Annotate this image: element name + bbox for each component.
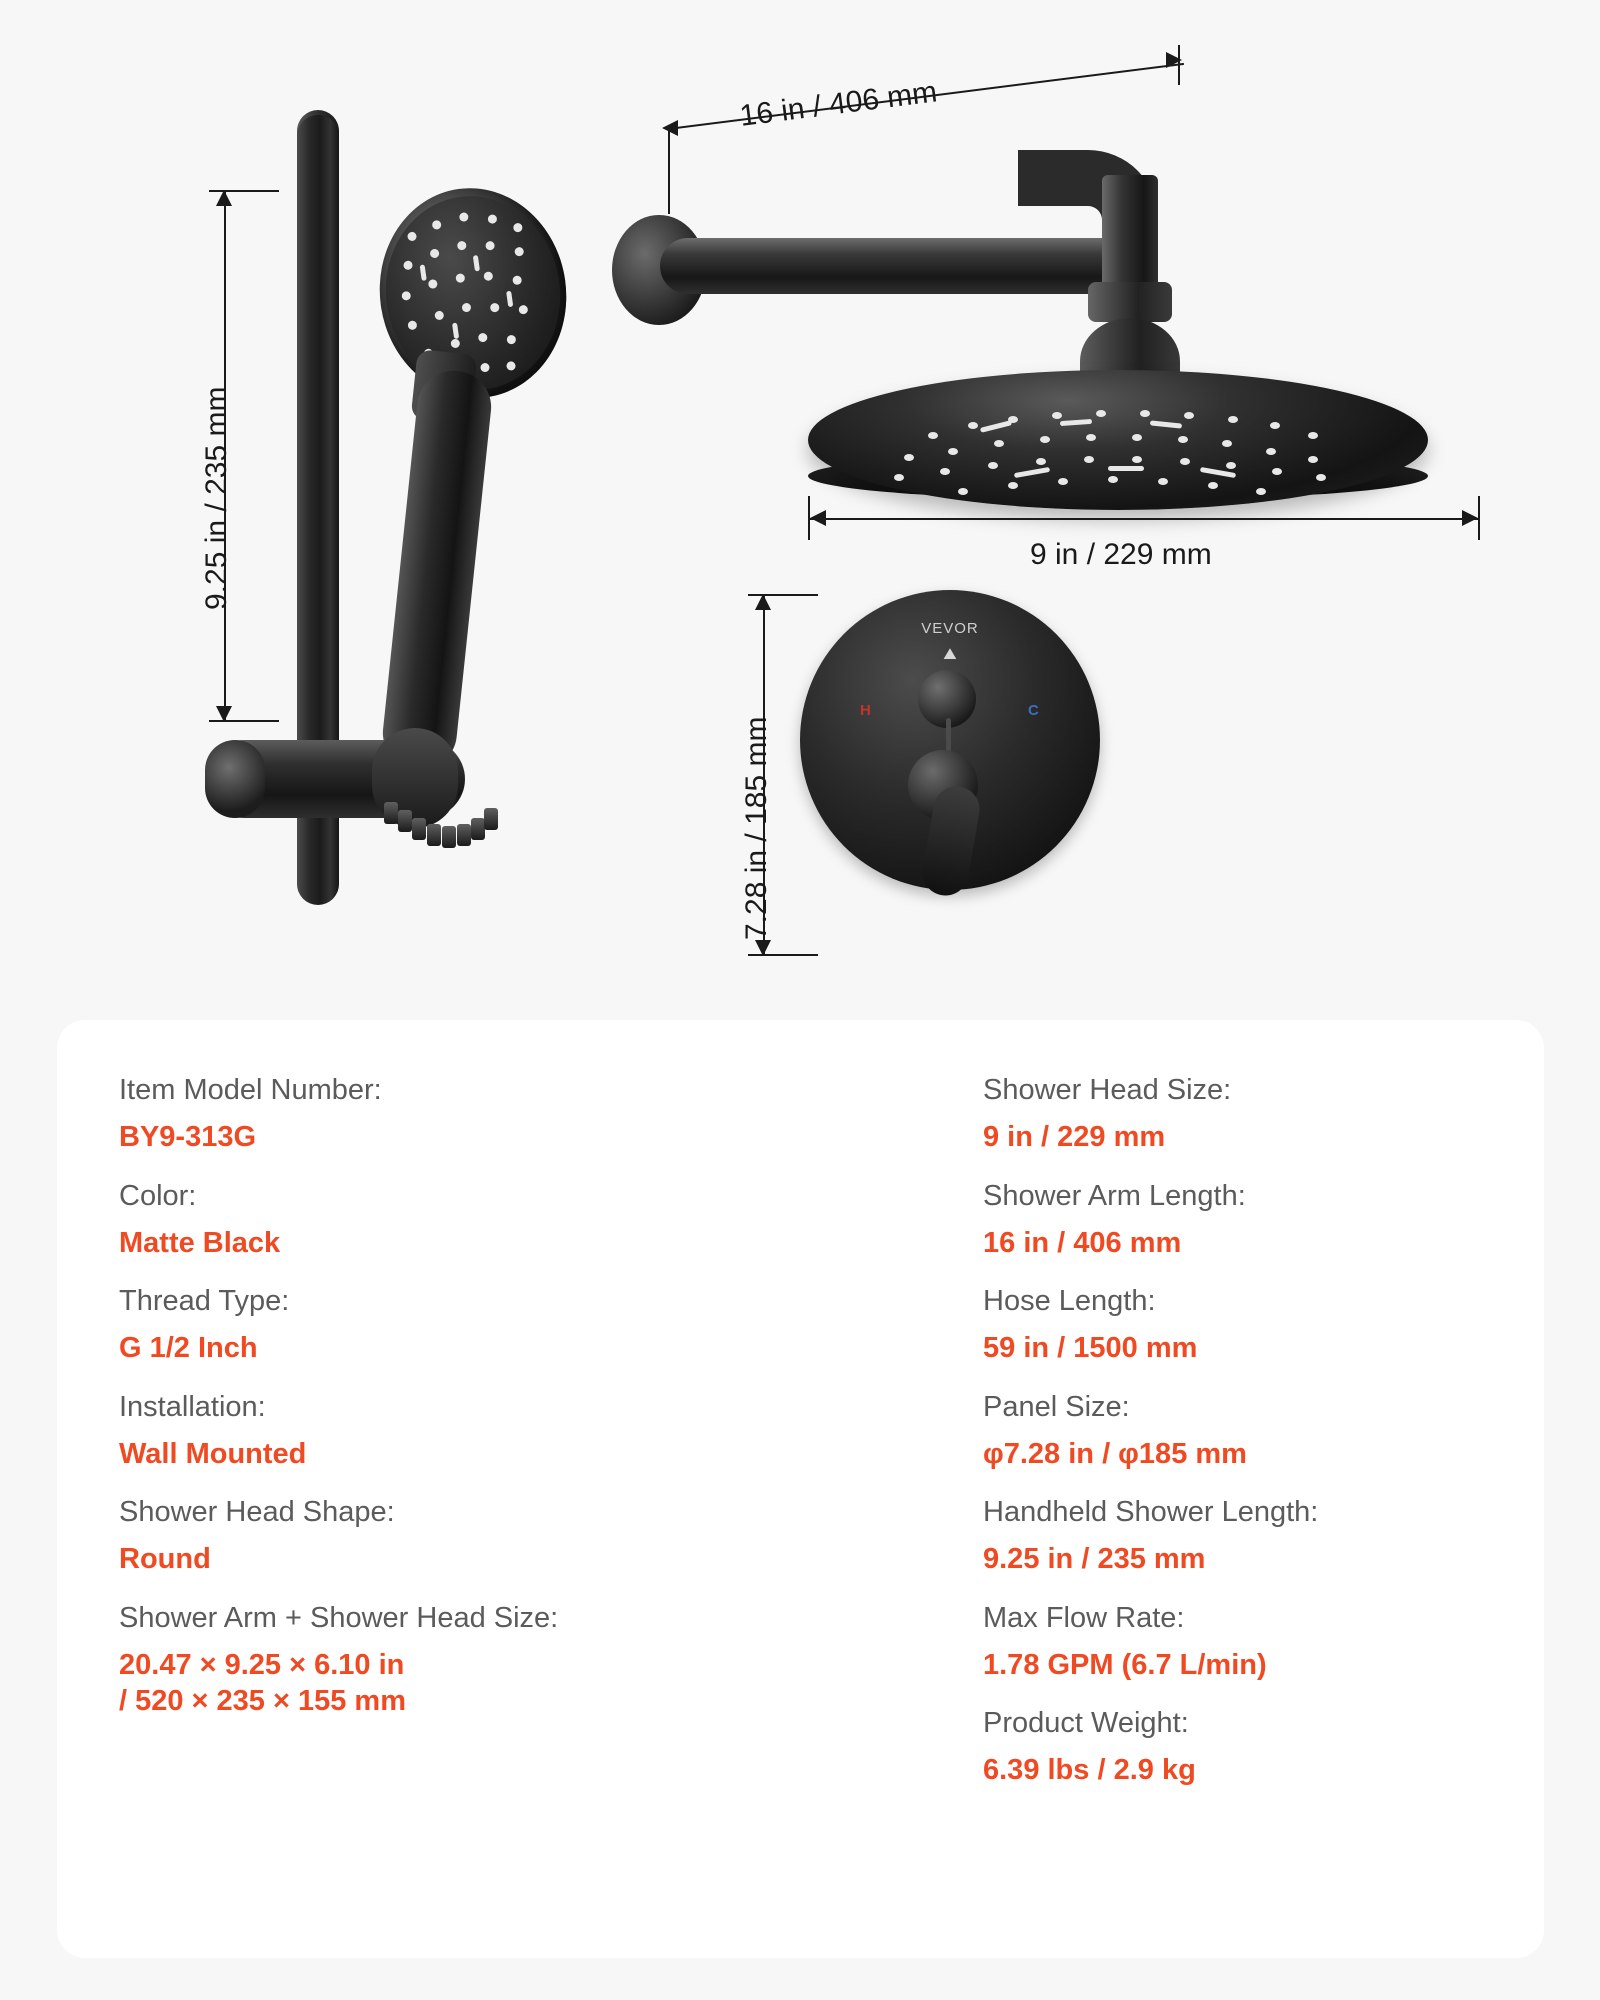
shower-icon: ⛰: [943, 646, 957, 663]
control-panel: [800, 590, 1100, 890]
spec-value-arm-head-size-in: 20.47 × 9.25 × 6.10 in: [119, 1648, 405, 1681]
spec-label-item-model-number: Item Model Number:: [119, 1074, 382, 1106]
dimension-label-panel-diameter: 7.28 in / 185 mm: [740, 716, 773, 940]
spec-label-max-flow-rate: Max Flow Rate:: [983, 1601, 1185, 1634]
dimension-label-shower-arm-length: 16 in / 406 mm: [737, 75, 939, 133]
hot-marking: H: [860, 702, 871, 719]
spec-label-product-weight: Product Weight:: [983, 1707, 1189, 1739]
spec-label-panel-size: Panel Size:: [983, 1390, 1130, 1423]
bracket-end-cap: [205, 740, 265, 818]
spec-label-thread-type: Thread Type:: [119, 1285, 290, 1317]
spec-column-right: [983, 1020, 1543, 1811]
spec-value-shower-head-size: 9 in / 229 mm: [983, 1121, 1166, 1154]
spec-label-color: Color:: [119, 1179, 197, 1212]
spec-value-hose-length: 59 in / 1500 mm: [983, 1332, 1198, 1365]
specifications-card: [57, 1020, 1544, 1958]
spec-value-panel-size: φ7.28 in / φ185 mm: [983, 1437, 1247, 1470]
spec-value-handheld-shower-length: 9.25 in / 235 mm: [983, 1543, 1206, 1576]
dimension-label-handheld-length: 9.25 in / 235 mm: [200, 386, 233, 610]
cold-marking: C: [1028, 702, 1039, 719]
spec-label-installation: Installation:: [119, 1390, 266, 1423]
dimension-label-shower-head-diameter: 9 in / 229 mm: [1030, 538, 1212, 571]
spec-label-handheld-shower-length: Handheld Shower Length:: [983, 1496, 1319, 1528]
spec-value-installation: Wall Mounted: [119, 1437, 307, 1470]
spec-label-arm-head-size: Shower Arm + Shower Head Size:: [119, 1601, 559, 1634]
brand-logo: VEVOR: [921, 620, 979, 637]
spec-value-max-flow-rate: 1.78 GPM (6.7 L/min): [983, 1648, 1267, 1681]
spec-label-shower-head-shape: Shower Head Shape:: [119, 1496, 395, 1528]
spec-label-shower-arm-length: Shower Arm Length:: [983, 1179, 1246, 1212]
spec-value-shower-head-shape: Round: [119, 1543, 211, 1576]
spec-value-product-weight: 6.39 lbs / 2.9 kg: [983, 1754, 1196, 1787]
shower-arm-collar: [1088, 282, 1172, 322]
spec-value-item-model-number: BY9-313G: [119, 1121, 257, 1154]
spec-label-shower-head-size: Shower Head Size:: [983, 1074, 1232, 1106]
spec-label-hose-length: Hose Length:: [983, 1285, 1156, 1317]
rain-shower-head: [808, 370, 1428, 510]
spec-value-thread-type: G 1/2 Inch: [119, 1332, 258, 1365]
spec-value-arm-head-size-mm: / 520 × 235 × 155 mm: [119, 1685, 406, 1717]
handheld-handle: [379, 367, 494, 773]
spec-value-color: Matte Black: [119, 1226, 281, 1259]
spec-value-shower-arm-length: 16 in / 406 mm: [983, 1226, 1182, 1259]
